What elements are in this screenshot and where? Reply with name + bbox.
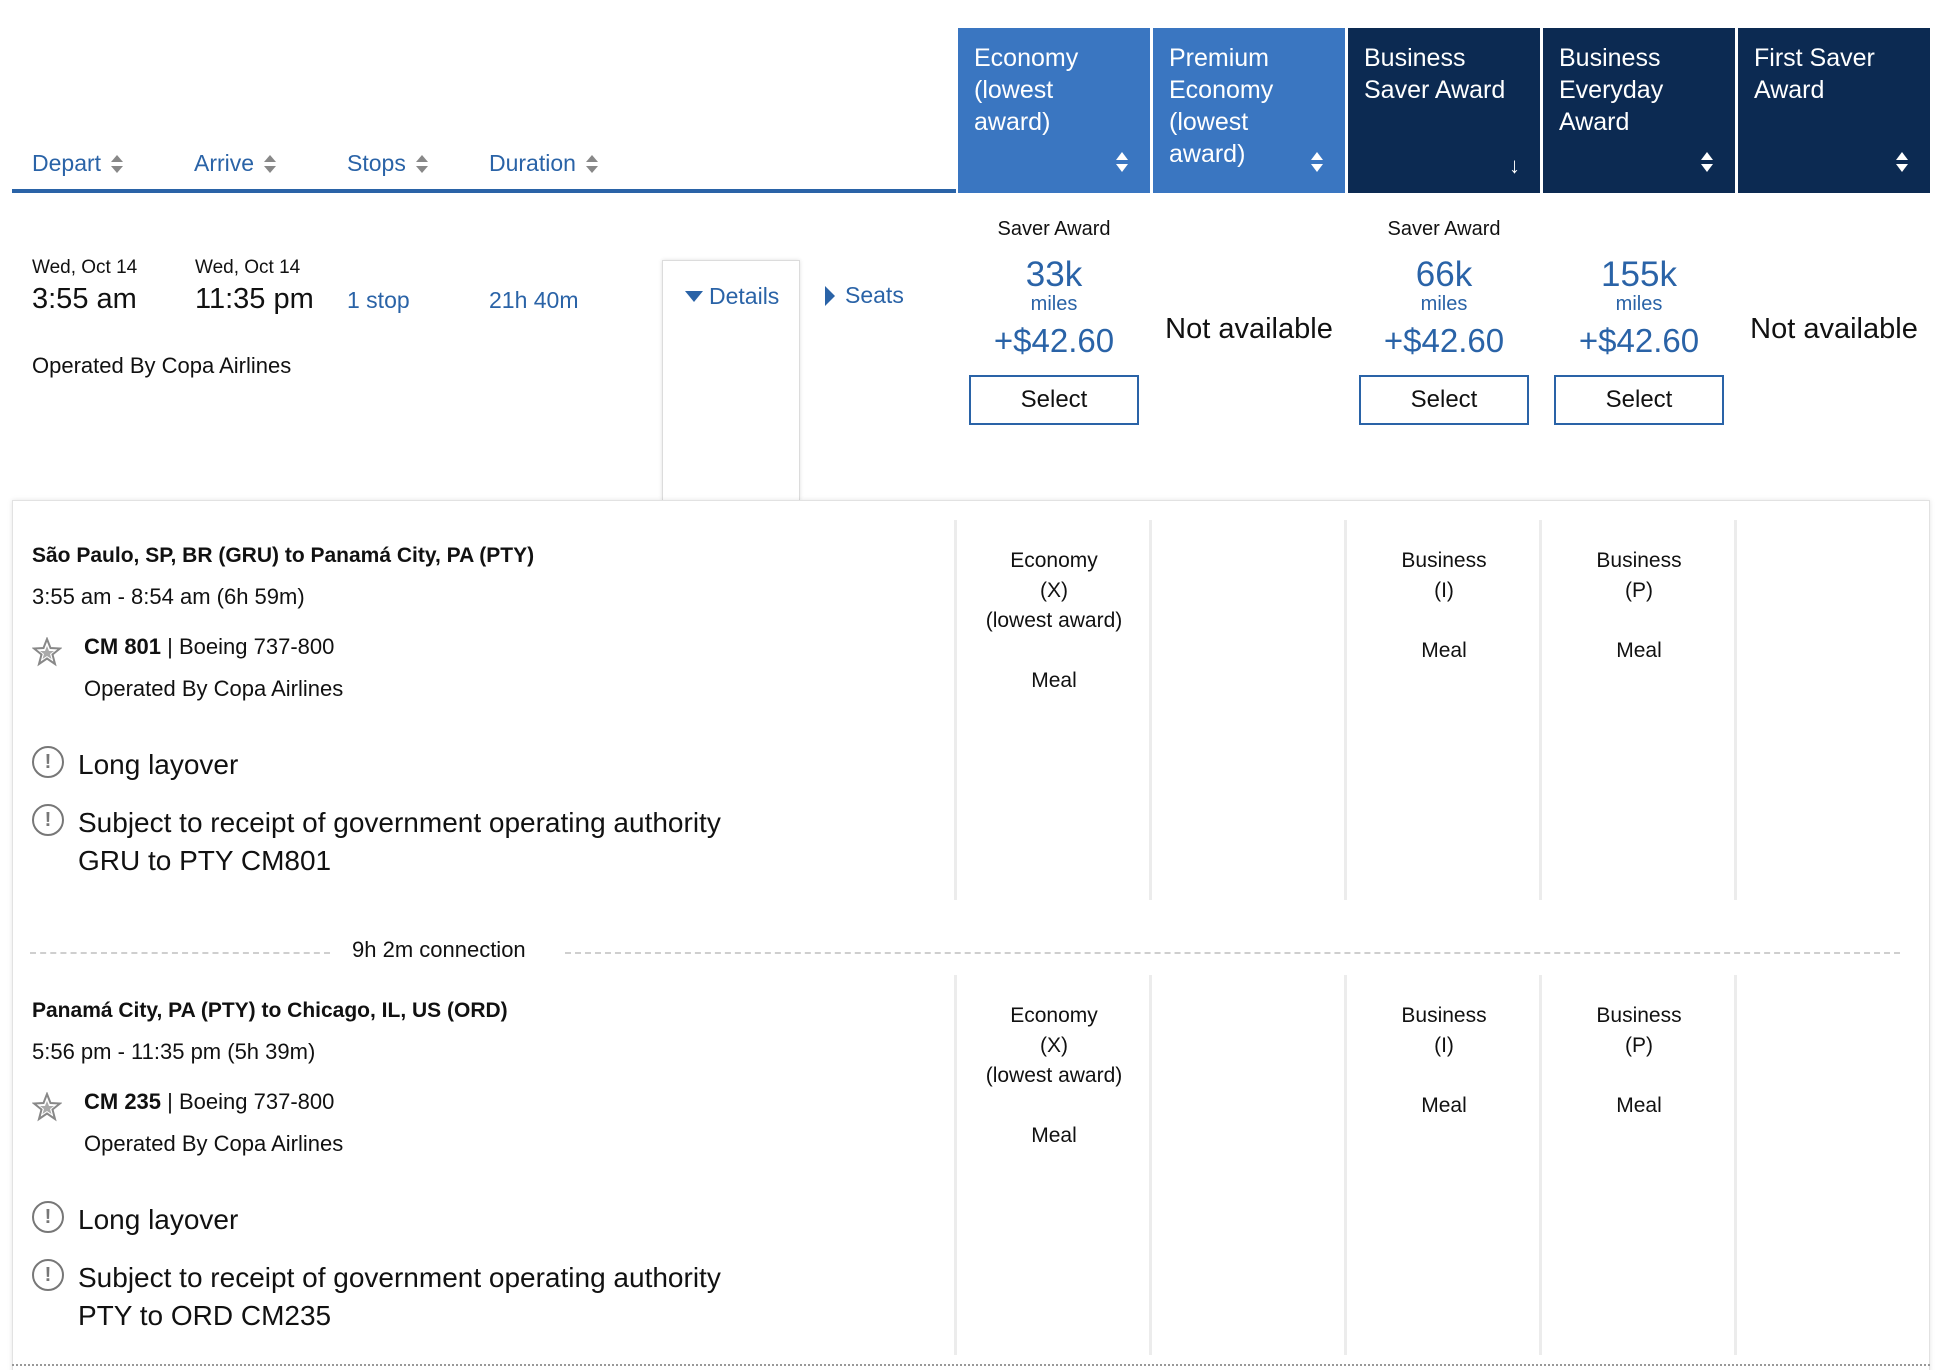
alert-circle-icon: !	[32, 746, 64, 778]
sort-stops-button[interactable]	[347, 150, 428, 177]
cabin-business-p	[1542, 1001, 1736, 1121]
cabin-line: Business	[1401, 549, 1487, 572]
warning-government-authority	[32, 804, 721, 880]
fare-miles-unit: miles	[1615, 293, 1663, 315]
fare-economy	[957, 215, 1151, 425]
sort-caret-icon	[1701, 151, 1713, 173]
caret-right-icon	[825, 286, 835, 306]
cabin-line: Economy	[1010, 549, 1098, 572]
dashed-line	[30, 952, 330, 954]
warning-text: Long layover	[78, 1204, 239, 1235]
connection-divider	[30, 937, 1900, 964]
fare-business-saver	[1347, 215, 1541, 425]
cabin-line: Business	[1401, 1004, 1487, 1027]
fare-header-label: First Saver Award	[1754, 44, 1875, 104]
fare-miles: 33k	[1025, 255, 1083, 294]
cabin-economy	[957, 1001, 1151, 1151]
warning-line-1: Subject to receipt of government operating authority	[78, 807, 721, 838]
sort-caret-icon	[264, 153, 276, 175]
fare-price: +$42.60	[993, 322, 1115, 359]
flight-number: CM 801	[84, 634, 162, 659]
cabin-business-i	[1347, 546, 1541, 666]
flight-number: CM 235	[84, 1089, 162, 1114]
segment-flight	[84, 634, 334, 660]
duration-value: 21h 40m	[489, 287, 579, 313]
sort-duration-label: Duration	[489, 150, 576, 176]
fare-price: +$42.60	[1383, 322, 1505, 359]
warning-line-1: Subject to receipt of government operating authority	[78, 1262, 721, 1293]
cabin-spacer	[957, 636, 1151, 666]
award-label: Saver Award	[1387, 218, 1501, 240]
warning-text	[78, 804, 721, 880]
fare-business-everyday	[1542, 215, 1736, 425]
cabin-spacer	[1542, 606, 1736, 636]
warning-line-2: PTY to ORD CM235	[78, 1300, 332, 1331]
select-business-everyday-button[interactable]: Select	[1554, 375, 1724, 425]
segment-time: 5:56 pm - 11:35 pm (5h 39m)	[32, 1039, 316, 1064]
warning-long-layover	[32, 746, 238, 784]
details-tab	[662, 260, 800, 500]
depart-date: Wed, Oct 14	[32, 257, 138, 278]
copa-airlines-icon	[32, 1092, 62, 1122]
first-saver-not-available: Not available	[1750, 313, 1918, 345]
cabin-line: Economy	[1010, 1004, 1098, 1027]
cabin-line: (X)	[1040, 1034, 1068, 1057]
fare-header-label: Business Saver Award	[1364, 44, 1506, 104]
depart-time: 3:55 am	[32, 283, 137, 315]
connection-time: 9h 2m connection	[352, 937, 526, 962]
cabin-spacer	[957, 1091, 1151, 1121]
caret-down-icon	[685, 291, 703, 302]
cabin-meal: Meal	[1031, 669, 1077, 692]
sort-bar	[12, 28, 956, 193]
seats-label: Seats	[845, 282, 904, 308]
arrive-time: 11:35 pm	[195, 283, 314, 315]
sort-caret-icon	[586, 153, 598, 175]
arrive-date: Wed, Oct 14	[195, 257, 301, 278]
fare-header-label: Business Everyday Award	[1559, 44, 1664, 136]
sort-depart-label: Depart	[32, 150, 102, 176]
warning-text	[78, 1259, 721, 1335]
sort-caret-icon	[1896, 151, 1908, 173]
cabin-spacer	[1347, 606, 1541, 636]
award-label	[1542, 215, 1736, 243]
fare-miles-unit: miles	[1030, 293, 1078, 315]
cabin-line: (I)	[1434, 1034, 1454, 1057]
warning-line-2: GRU to PTY CM801	[78, 845, 332, 876]
cabin-meal: Meal	[1421, 639, 1467, 662]
aircraft-type: | Boeing 737-800	[167, 1089, 335, 1114]
select-business-saver-button[interactable]: Select	[1359, 375, 1529, 425]
sort-caret-icon	[416, 153, 428, 175]
fare-miles-unit: miles	[1420, 293, 1468, 315]
arrow-down-icon: ↓	[1509, 153, 1520, 178]
sort-duration-button[interactable]	[489, 150, 598, 177]
fare-miles: 66k	[1415, 255, 1473, 294]
cabin-economy	[957, 546, 1151, 696]
seats-toggle[interactable]	[825, 282, 904, 309]
segment-title: Panamá City, PA (PTY) to Chicago, IL, US (ORD)	[32, 999, 508, 1022]
details-toggle[interactable]	[685, 283, 779, 310]
aircraft-type: | Boeing 737-800	[167, 634, 335, 659]
sort-arrive-label: Arrive	[194, 150, 255, 176]
segment-operated-by: Operated By Copa Airlines	[84, 1131, 344, 1156]
fare-header-economy[interactable]	[958, 28, 1150, 193]
stops-link[interactable]: 1 stop	[347, 287, 410, 313]
cabin-spacer	[1347, 1061, 1541, 1091]
alert-circle-icon: !	[32, 804, 64, 836]
premium-economy-not-available: Not available	[1165, 313, 1333, 345]
cabin-line: Business	[1596, 1004, 1682, 1027]
warning-government-authority	[32, 1259, 721, 1335]
fare-header-business-saver[interactable]	[1348, 28, 1540, 193]
sort-caret-icon	[1311, 151, 1323, 173]
dashed-line	[565, 952, 1900, 954]
fare-header-premium-economy[interactable]	[1153, 28, 1345, 193]
sort-arrive-button[interactable]	[194, 150, 276, 177]
cabin-line: (X)	[1040, 579, 1068, 602]
fare-header-label: Economy (lowest award)	[974, 44, 1079, 136]
cabin-meal: Meal	[1616, 639, 1662, 662]
sort-caret-icon	[1116, 151, 1128, 173]
cabin-line: (lowest award)	[985, 1064, 1123, 1087]
alert-circle-icon: !	[32, 1201, 64, 1233]
operated-by: Operated By Copa Airlines	[32, 353, 292, 378]
alert-circle-icon: !	[32, 1259, 64, 1291]
segment-operated-by: Operated By Copa Airlines	[84, 676, 344, 701]
fare-price: +$42.60	[1578, 322, 1700, 359]
segment-time: 3:55 am - 8:54 am (6h 59m)	[32, 584, 305, 609]
segment-title: São Paulo, SP, BR (GRU) to Panamá City, PA (PTY)	[32, 544, 535, 567]
cabin-business-p	[1542, 546, 1736, 666]
fare-miles: 155k	[1601, 255, 1677, 294]
award-label: Saver Award	[997, 218, 1111, 240]
cabin-meal: Meal	[1616, 1094, 1662, 1117]
sort-stops-label: Stops	[347, 150, 406, 176]
details-label: Details	[709, 283, 780, 309]
sort-caret-icon	[111, 153, 123, 175]
cabin-spacer	[1542, 1061, 1736, 1091]
cabin-line: (I)	[1434, 579, 1454, 602]
fare-header-business-everyday[interactable]	[1543, 28, 1735, 193]
cabin-meal: Meal	[1031, 1124, 1077, 1147]
fare-header-first-saver[interactable]	[1738, 28, 1930, 193]
panel-bottom-border	[12, 1364, 1930, 1366]
warning-text: Long layover	[78, 749, 239, 780]
cabin-line: Business	[1596, 549, 1682, 572]
cabin-line: (P)	[1625, 579, 1653, 602]
sort-depart-button[interactable]	[32, 150, 123, 177]
cabin-line: (lowest award)	[985, 609, 1123, 632]
cabin-business-i	[1347, 1001, 1541, 1121]
select-economy-button[interactable]: Select	[969, 375, 1139, 425]
copa-airlines-icon	[32, 637, 62, 667]
cabin-meal: Meal	[1421, 1094, 1467, 1117]
fare-header-label: Premium Economy (lowest award)	[1169, 44, 1274, 168]
warning-long-layover	[32, 1201, 238, 1239]
segment-flight	[84, 1089, 334, 1115]
cabin-line: (P)	[1625, 1034, 1653, 1057]
